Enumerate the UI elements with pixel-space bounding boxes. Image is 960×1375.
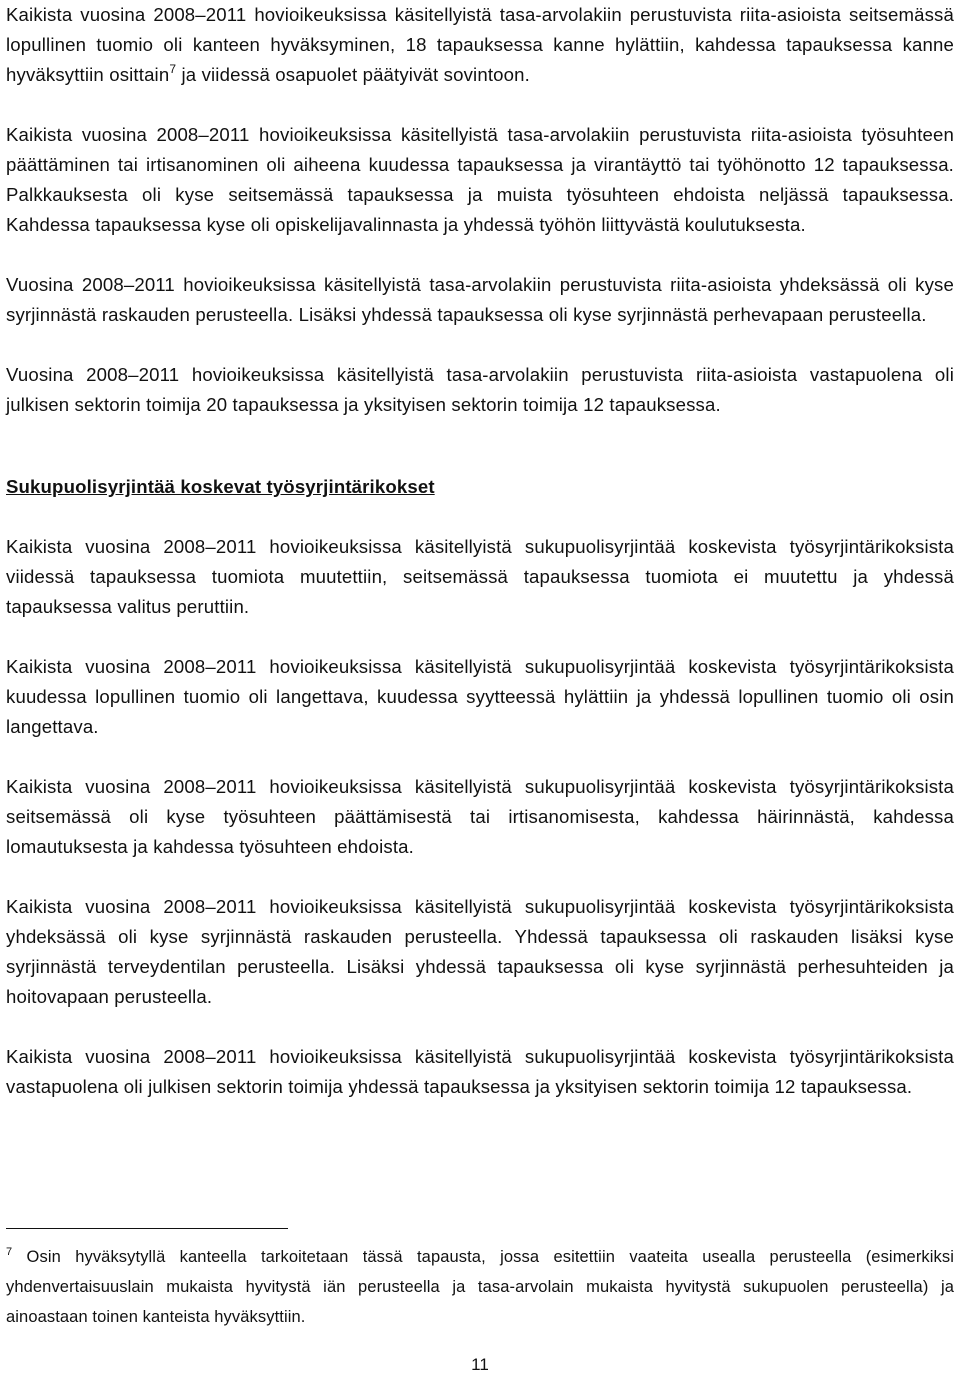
footnote-text: Osin hyväksytyllä kanteella tarkoitetaan tässä tapausta, jossa esitettiin vaateita usealla perusteella (esimerkiksi yhdenvertaisuuslain mukaista hyvitystä iän perusteella ja tasa-arvolain mukaista hyvitystä sukupuolen perusteella) ja ainoastaan toinen kanteista hyväksyttiin. xyxy=(6,1248,954,1326)
footnote xyxy=(6,1242,954,1332)
paragraph-crime-topics: Kaikista vuosina 2008–2011 hovioikeuksissa käsitellyistä sukupuolisyrjintää koskevista työsyrjintärikoksista seitsemässä oli kyse työsuhteen päättämisestä tai irtisanomisesta, kahdessa häirinnästä, kahdessa lomautuksesta ja kahdessa työsuhteen ehdoista. xyxy=(6,776,954,857)
paragraph-crime-judgement-changes: Kaikista vuosina 2008–2011 hovioikeuksissa käsitellyistä sukupuolisyrjintää koskevista työsyrjintärikoksista viidessä tapauksessa tuomiota muutettiin, seitsemässä tapauksessa tuomiota ei muutettu ja yhdessä tapauksessa valitus peruttiin. xyxy=(6,536,954,617)
paragraph-case-topics: Kaikista vuosina 2008–2011 hovioikeuksissa käsitellyistä tasa-arvolakiin perustuvista riita-asioista työsuhteen päättäminen tai irtisanominen oli aiheena kuudessa tapauksessa ja virantäyttö tai työhönotto 12 tapauksessa. Palkkauksesta oli kyse seitsemässä tapauksessa ja muista työsuhteen ehdoista neljässä tapauksessa. Kahdessa tapauksessa kyse oli opiskelijavalinnasta ja yhdessä työhön liittyvästä koulutuksesta. xyxy=(6,124,954,235)
footnote-reference: 7 xyxy=(169,62,177,76)
paragraph-crime-grounds: Kaikista vuosina 2008–2011 hovioikeuksissa käsitellyistä sukupuolisyrjintää koskevista työsyrjintärikoksista yhdeksässä oli kyse syrjinnästä raskauden perusteella. Yhdessä tapauksessa oli raskauden lisäksi kyse syrjinnästä terveydentilan perusteella. Lisäksi yhdessä tapauksessa oli kyse syrjinnästä perhesuhteiden ja hoitovapaan perusteella. xyxy=(6,896,954,1007)
paragraph-opposing-party: Vuosina 2008–2011 hovioikeuksissa käsitellyistä tasa-arvolakiin perustuvista riita-asioista vastapuolena oli julkisen sektorin toimija 20 tapauksessa ja yksityisen sektorin toimija 12 tapauksessa. xyxy=(6,364,954,415)
section-heading: Sukupuolisyrjintää koskevat työsyrjintärikokset xyxy=(6,476,435,497)
document-body xyxy=(6,0,954,1102)
paragraph-text-continued: ja viidessä osapuolet päätyivät sovintoon. xyxy=(176,64,530,85)
paragraph-crime-verdicts: Kaikista vuosina 2008–2011 hovioikeuksissa käsitellyistä sukupuolisyrjintää koskevista työsyrjintärikoksista kuudessa lopullinen tuomio oli langettava, kuudessa syytteessä hylättiin ja yhdessä lopullinen tuomio oli osin langettava. xyxy=(6,656,954,737)
footnote-divider xyxy=(6,1228,288,1229)
paragraph-pregnancy-discrimination: Vuosina 2008–2011 hovioikeuksissa käsitellyistä tasa-arvolakiin perustuvista riita-asioista yhdeksässä oli kyse syrjinnästä raskauden perusteella. Lisäksi yhdessä tapauksessa oli kyse syrjinnästä perhevapaan perusteella. xyxy=(6,274,954,325)
paragraph-text: Kaikista vuosina 2008–2011 hovioikeuksissa käsitellyistä tasa-arvolakiin perustuvista riita-asioista seitsemässä lopullinen tuomio oli kanteen hyväksyminen, 18 tapauksessa kanne hylättiin, kahdessa tapauksessa kanne hyväksyttiin osittain xyxy=(6,4,954,85)
page-number: 11 xyxy=(471,1355,489,1374)
footnote-marker: 7 xyxy=(6,1246,13,1258)
paragraph-crime-opposing-party: Kaikista vuosina 2008–2011 hovioikeuksissa käsitellyistä sukupuolisyrjintää koskevista työsyrjintärikoksista vastapuolena oli julkisen sektorin toimija yhdessä tapauksessa ja yksityisen sektorin toimija 12 tapauksessa. xyxy=(6,1046,954,1097)
paragraph-appeal-outcomes xyxy=(6,0,954,90)
